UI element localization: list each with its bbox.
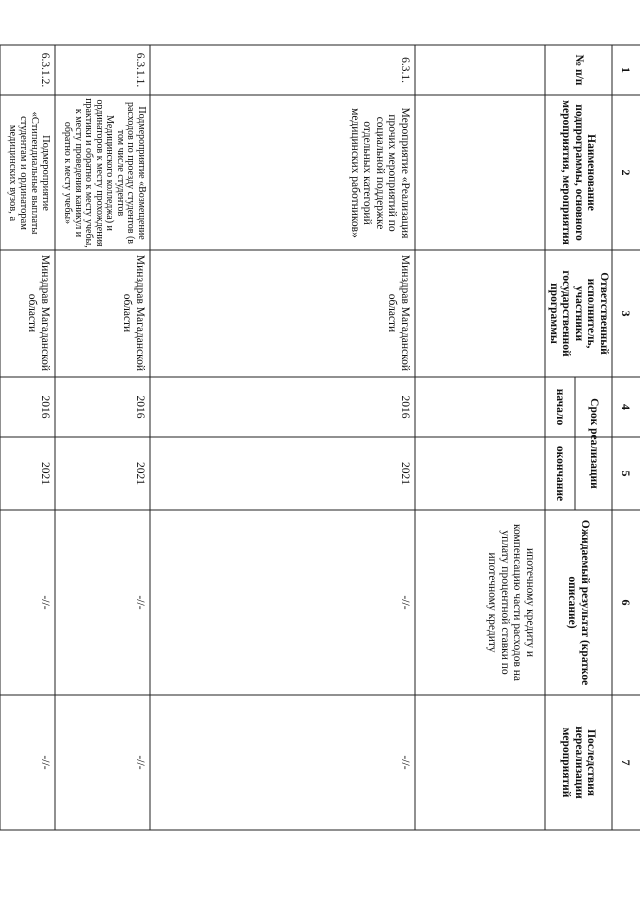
header-consequence: Последствия нереализации мероприятий bbox=[560, 726, 598, 799]
column-number-6: 6 bbox=[619, 599, 634, 606]
header-period: Срок реализации bbox=[587, 398, 600, 489]
column-number-2: 2 bbox=[619, 169, 634, 176]
header-number: № п/п bbox=[572, 54, 585, 86]
header-responsible: Ответственный исполнитель, участники государственной программы bbox=[547, 270, 610, 357]
header-start: начало bbox=[554, 388, 567, 426]
header-result: Ожидаемый результат (краткое описание) bbox=[566, 519, 591, 686]
row3-end: 2021 bbox=[39, 462, 51, 485]
row2-name: Подмероприятие «Возмещение расходов по проезду студентов (в том числе студентов Медицинского колледжа) и ординаторов к месту прохождения практики и обратно к месту учебы, к месту проведения каникул и обратно к месту учебы» bbox=[62, 98, 147, 248]
row3-start: 2016 bbox=[39, 395, 51, 419]
row2-number: 6.3.1.1. bbox=[134, 52, 146, 88]
row2-consequence: -//- bbox=[134, 755, 146, 770]
column-number-5: 5 bbox=[619, 470, 634, 477]
row1-responsible: Минздрав Магаданской области bbox=[386, 254, 411, 372]
row3-result: -//- bbox=[39, 595, 51, 610]
row1-result: -//- bbox=[399, 595, 411, 610]
row1-number: 6.3.1. bbox=[399, 57, 411, 83]
row1-start: 2016 bbox=[399, 395, 411, 419]
column-number-7: 7 bbox=[619, 759, 634, 766]
header-end: окончание bbox=[554, 445, 567, 502]
row2-start: 2016 bbox=[134, 395, 146, 419]
row2-result: -//- bbox=[134, 595, 146, 610]
row1-end: 2021 bbox=[399, 462, 411, 485]
row2-end: 2021 bbox=[134, 462, 146, 485]
header-name: Наименование подпрограммы, основного мероприятия, мероприятия bbox=[560, 100, 598, 245]
row3-responsible: Минздрав Магаданской области bbox=[26, 254, 51, 372]
column-number-4: 4 bbox=[619, 404, 634, 410]
row1-name: Мероприятие «Реализация прочих мероприятий по социальной поддержке отдельных категорий медицинских работников» bbox=[349, 107, 411, 239]
row2-responsible: Минздрав Магаданской области bbox=[121, 254, 146, 372]
row3-name: Подмероприятие «Стипендиальные выплаты студентам и ординаторам медицинских вузов, а bbox=[7, 111, 51, 235]
column-number-3: 3 bbox=[619, 310, 634, 317]
row1-consequence: -//- bbox=[399, 755, 411, 770]
row0-result: ипотечному кредиту и компенсацию части расходов на уплату процентной ставки по ипотечному кредиту bbox=[486, 523, 536, 682]
row3-consequence: -//- bbox=[39, 755, 51, 770]
row3-number: 6.3.1.2. bbox=[39, 52, 51, 88]
column-number-1: 1 bbox=[619, 67, 634, 73]
